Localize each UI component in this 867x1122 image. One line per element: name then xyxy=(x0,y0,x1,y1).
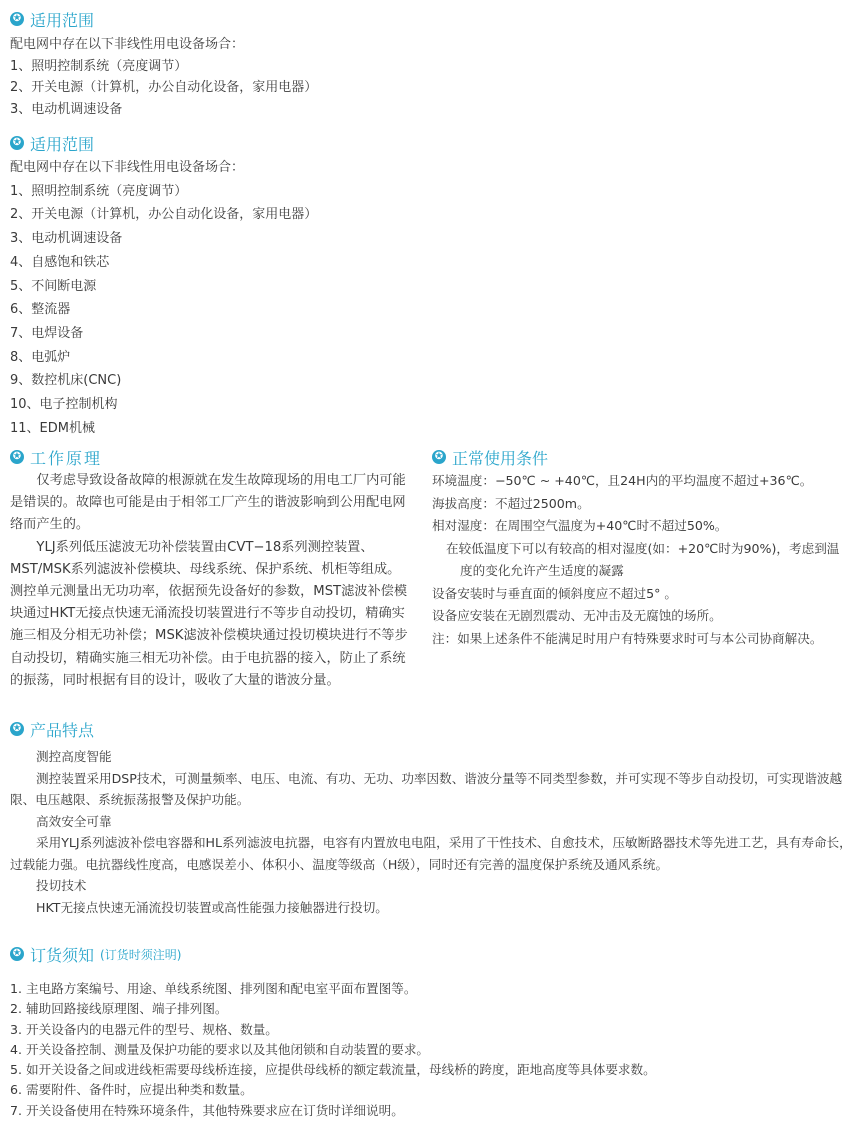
list-item: 4. 开关设备控制、测量及保护功能的要求以及其他闭锁和自动装置的要求。 xyxy=(10,1041,430,1057)
list-item: 9、数控机床(CNC) xyxy=(10,373,122,389)
section-scope xyxy=(10,132,317,440)
condition-line: 度的变化允许产生适度的凝露 xyxy=(460,563,624,578)
section-principle xyxy=(10,446,410,692)
heading-text: 正常使用条件 xyxy=(452,448,549,468)
section-conditions xyxy=(432,446,862,650)
feature-text: HKT无接点快速无涌流投切装置或高性能强力接触器进行投切。 xyxy=(36,899,388,915)
section-ordering xyxy=(10,943,656,1121)
list-item: 7. 开关设备使用在特殊环境条件，其他特殊要求应在订货时详细说明。 xyxy=(10,1102,404,1118)
list-item: 5. 如开关设备之间或进线柜需要母线桥连接，应提供母线桥的额定载流量，母线桥的跨度，距地高度等具体要求数。 xyxy=(10,1062,656,1078)
star-circle-icon: ✪ xyxy=(10,12,24,26)
star-circle-icon: ✪ xyxy=(432,450,446,464)
list-item: 2. 辅助回路接线原理图、端子排列图。 xyxy=(10,1001,228,1017)
condition-line: 环境温度：−50℃ ~ +40℃，且24H内的平均温度不超过+36℃。 xyxy=(432,473,813,488)
section-heading xyxy=(10,446,410,468)
feature-title: 高效安全可靠 xyxy=(36,813,112,829)
heading-text: 产品特点 xyxy=(30,720,95,740)
section-heading xyxy=(10,718,862,740)
heading-text: 工作原理 xyxy=(30,448,103,468)
section-features xyxy=(10,718,862,918)
condition-line: 相对湿度：在周围空气温度为+40℃时不超过50%。 xyxy=(432,518,728,533)
list-item: 3. 开关设备内的电器元件的型号、规格、数量。 xyxy=(10,1021,278,1037)
heading-subtitle: (订货时须注明) xyxy=(100,947,182,962)
condition-line: 注：如果上述条件不能满足时用户有特殊要求时可与本公司协商解决。 xyxy=(432,630,823,646)
list-item: 10、电子控制机构 xyxy=(10,397,118,413)
list-item: 4、自感饱和铁芯 xyxy=(10,254,110,270)
list-item: 3、电动机调速设备 xyxy=(10,231,123,247)
list-item: 2、开关电源（计算机，办公自动化设备，家用电器） xyxy=(10,80,318,95)
star-circle-icon: ✪ xyxy=(10,136,24,150)
list-item: 3、电动机调速设备 xyxy=(10,101,123,117)
feature-title: 投切技术 xyxy=(36,878,87,893)
section-scope-short xyxy=(10,8,317,120)
list-item: 11、EDM机械 xyxy=(10,420,95,436)
feature-text: 测控装置采用DSP技术，可测量频率、电压、电流、有功、无功、功率因数、谐波分量等不同类型参数，并可实现不等步自动投切，可实现谐波越限、电压越限、系统振荡报警及保护功能。 xyxy=(10,770,843,807)
condition-line: 设备应安装在无剧烈震动、无冲击及无腐蚀的场所。 xyxy=(432,608,722,623)
list-item: 7、电焊设备 xyxy=(10,325,84,341)
condition-line: 海拔高度：不超过2500m。 xyxy=(432,495,590,511)
star-circle-icon: ✪ xyxy=(10,722,24,736)
star-circle-icon: ✪ xyxy=(10,450,24,464)
section-heading xyxy=(10,132,317,154)
condition-line: 在较低温度下可以有较高的相对湿度(如：+20℃时为90%)，考虑到温 xyxy=(446,540,840,556)
list-item: 1、照明控制系统（亮度调节） xyxy=(10,183,188,199)
section-heading xyxy=(10,943,656,965)
heading-text: 订货须知 xyxy=(30,945,95,965)
list-item: 1. 主电路方案编号、用途、单线系统图、排列图和配电室平面布置图等。 xyxy=(10,981,417,996)
section-heading xyxy=(10,8,317,30)
feature-title: 测控高度智能 xyxy=(36,749,112,764)
heading-text: 适用范围 xyxy=(30,10,95,30)
paragraph: YLJ系列低压滤波无功补偿装置由CVT−18系列测控装置、MST/MSK系列滤波补偿模块、母线系统、保护系统、机柜等组成。测控单元测量出无功功率，依据预先设备好的参数，MST滤波补偿模块通过HKT无接点快速无涌流投切装置进行不等步自动投切，精确实施三相及分相无功补偿；MSK滤波补偿模块通过投切模块进行不等步自动投切，精确实施三相无功补偿。由于电抗器的接入，防止了系统的振荡，同时根据有目的设计，吸收了大量的谐波分量。 xyxy=(10,539,408,688)
list-item: 6. 需要附件、备件时，应提出种类和数量。 xyxy=(10,1082,253,1098)
star-circle-icon: ✪ xyxy=(10,947,24,961)
feature-text: 采用YLJ系列滤波补偿电容器和HL系列滤波电抗器，电容有内置放电电阻，采用了干性技术、自愈技术，压敏断路器技术等先进工艺，具有寿命长，过载能力强。电抗器线性度高，电感误差小、体积小、温度等级高（H级），同时还有完善的温度保护系统及通风系统。 xyxy=(10,835,852,872)
intro-text: 配电网中存在以下非线性用电设备场合： xyxy=(10,160,245,175)
condition-line: 设备安装时与垂直面的倾斜度应不超过5° 。 xyxy=(432,585,678,601)
intro-text: 配电网中存在以下非线性用电设备场合： xyxy=(10,37,245,52)
section-heading xyxy=(432,446,862,468)
list-item: 2、开关电源（计算机，办公自动化设备，家用电器） xyxy=(10,207,318,223)
list-item: 1、照明控制系统（亮度调节） xyxy=(10,58,188,74)
list-item: 6、整流器 xyxy=(10,302,71,318)
heading-text: 适用范围 xyxy=(30,134,95,154)
list-item: 8、电弧炉 xyxy=(10,349,71,365)
paragraph: 仅考虑导致设备故障的根源就在发生故障现场的用电工厂内可能是错误的。故障也可能是由于相邻工厂产生的谐波影响到公用配电网络而产生的。 xyxy=(10,473,406,533)
list-item: 5、不间断电源 xyxy=(10,278,97,294)
